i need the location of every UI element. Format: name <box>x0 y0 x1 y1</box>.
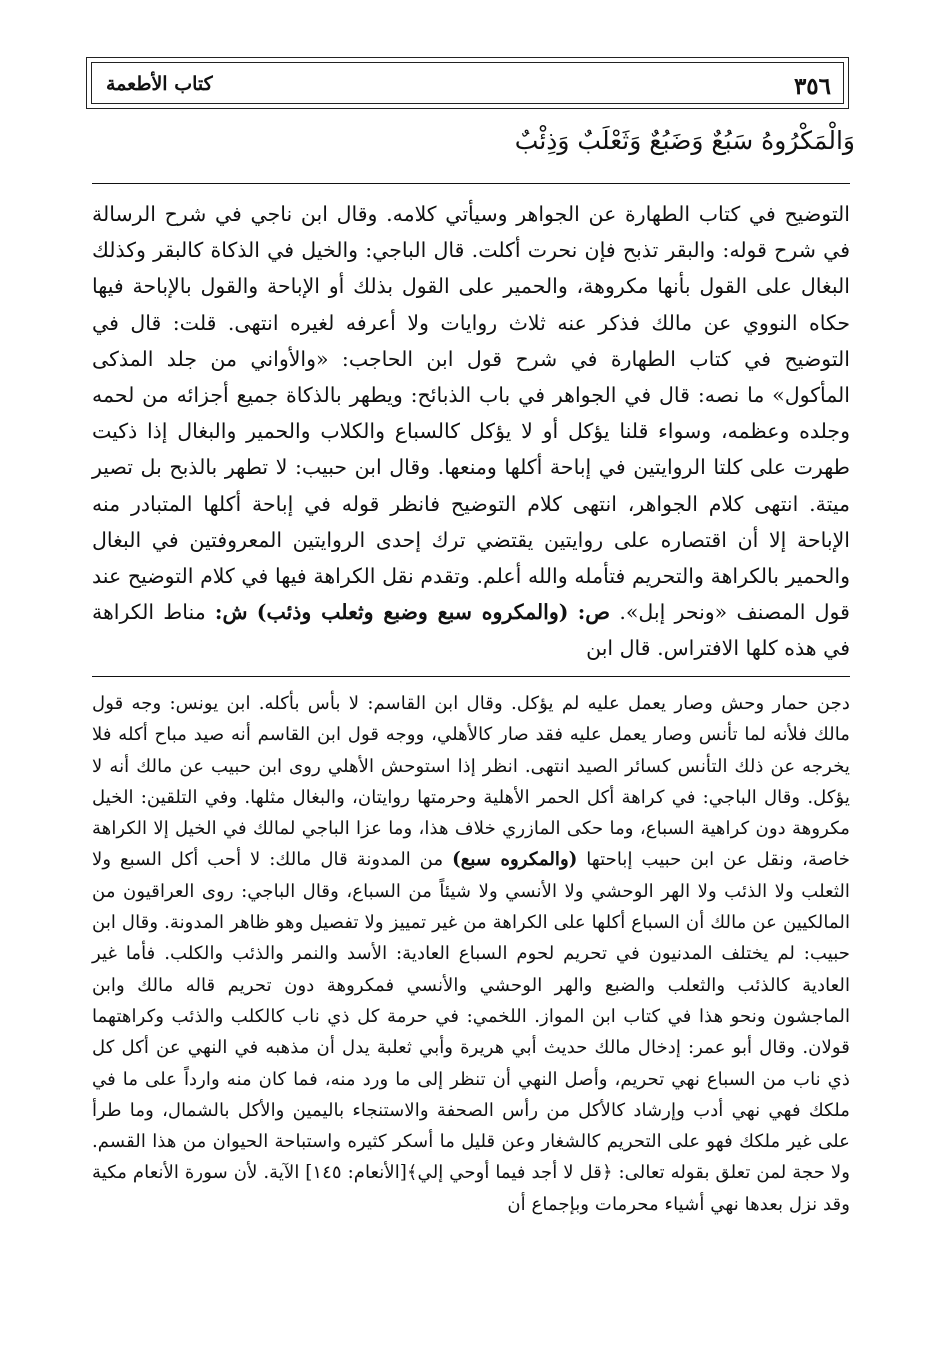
commentary-text-2: مناط الكراهة في هذه كلها الافتراس. قال ابن <box>92 600 850 661</box>
commentary-body <box>92 196 850 667</box>
shin-marker: ش: <box>214 600 248 625</box>
footnote-text-2: من المدونة قال مالك: لا أحب أكل السبع ولا الثعلب ولا الذئب ولا الهر الوحشي ولا الأنسي ولا شيئاً من السباع، وقال الباجي: روى العراقيون من المالكيين عن مالك أن السباع أكلها على الكراهة من غير تمييز ولا تفصيل وهو ظاهر المدونة. وقال ابن حبيب: لم يختلف المدنيون في تحريم لحوم السباع العادية: الأسد والنمر والذئب والكلب. فأما غير العادية كالذئب والثعلب والضبع والهر الوحشي والأنسي فمكروهة دون تحريم قاله مالك وابن الماجشون ونحو هذا في كتاب ابن المواز. اللخمي: في حرمة كل ذي ناب كالكلب والذئب وكراهتهما قولان. وقال أبو عمر: إدخال مالك حديث أبي هريرة وأبي ثعلبة يدل أن مذهبه في النهي عن أكل كل ذي ناب من السباع نهي تحريم، وأصل النهي أن تنظر إلى ما ورد منه، فما كان منه وارداً على ما في ملكك فهي نهي أدب وإرشاد كالأكل من رأس الصحفة والاستنجاء باليمين والأكل بالشمال، وما طرأ على غير ملكك فهو على التحريم كالشغار وعن قليل ما أسكر كثيره واستباحة الحيوان من هذا القسم. ولا حجة لمن تعلق بقوله تعالى: ﴿قل لا أجد فيما أوحي إلي﴾[الأنعام: ١٤٥] الآية. لأن سورة الأنعام مكية وقد نزل بعدها نهي أشياء محرمات وبإجماع أن <box>92 849 850 1215</box>
footnote-divider <box>92 676 850 677</box>
page-number: ٣٥٦ <box>793 73 831 100</box>
sad-marker: ص: <box>577 600 611 625</box>
footnote-body <box>92 688 850 1220</box>
matn-line: وَالْمَكْرُوهُ سَبُعٌ وَضَبُعٌ وَثَعْلَبٌ وَذِئْبٌ <box>514 126 855 155</box>
footnote-bold-quote: (والمكروه سبع) <box>452 849 578 871</box>
commentary-text-1: التوضيح في كتاب الطهارة عن الجواهر وسيأتي كلامه. وقال ابن ناجي في شرح الرسالة في شرح قوله: والبقر تذبح فإن نحرت أكلت. قال الباجي: والخيل في الذكاة كالبقر وكذلك البغال على القول بأنها مكروهة، والحمير على القول بذلك أو الإباحة والقول بالإباحة فيها حكاه النووي عن مالك فذكر عنه ثلاث روايات ولا أعرفه لغيره انتهى. قلت: قال في التوضيح في كتاب الطهارة في شرح قول ابن الحاجب: «والأواني من جلد المذكى المأكول» ما نصه: قال في الجواهر في باب الذبائح: ويطهر بالذكاة جميع أجزائه من لحمه وجلده وعظمه، وسواء قلنا يؤكل أو لا يؤكل كالسباع والكلاب والحمير والبغال إذا ذكيت طهرت على كلتا الروايتين في إباحة أكلها ومنعها. وقال ابن حبيب: لا تطهر بالذبح بل تصير ميتة. انتهى كلام الجواهر، انتهى كلام التوضيح فانظر قوله في إباحة أكلها المتبادر منه الإباحة إلا أن اقتصاره على روايتين يقتضي ترك إحدى الروايتين المعروفتين في البغال والحمير بالكراهة والتحريم فتأمله والله أعلم. وتقدم نقل الكراهة فيها في كلام التوضيح عند قول المصنف «ونحر إبل». <box>92 202 850 625</box>
book-title: كتاب الأطعمة <box>106 73 213 95</box>
page-header <box>86 57 849 109</box>
footnote-text-1: دجن حمار وحش وصار يعمل عليه لم يؤكل. وقال ابن القاسم: لا بأس بأكله. ابن يونس: وجه قول مالك فلأنه لما تأنس وصار يعمل عليه فقد صار كالأهلي، ووجه قول ابن القاسم أنه صيد مباح أكله فلا يخرجه عن ذلك التأنس كسائر الصيد انتهى. انظر إذا استوحش الأهلي روى ابن حبيب عن مالك أنه لا يؤكل. وقال الباجي: في كراهة أكل الحمر الأهلية وحرمتها روايتان، والبغال مثلها. وفي التلقين: الخيل مكروهة دون كراهية السباع، وما حكى المازري خلاف هذا، وما عزا الباجي لمالك في الخيل إلا الكراهة خاصة، ونقل عن ابن حبيب إباحتها <box>92 693 851 871</box>
matn-divider <box>92 183 850 184</box>
matn-quote: (والمكروه سبع وضبع وثعلب وذئب) <box>256 600 569 625</box>
header-inner-frame <box>91 62 844 104</box>
commentary-paragraph <box>92 196 850 667</box>
footnote-paragraph <box>92 688 850 1220</box>
